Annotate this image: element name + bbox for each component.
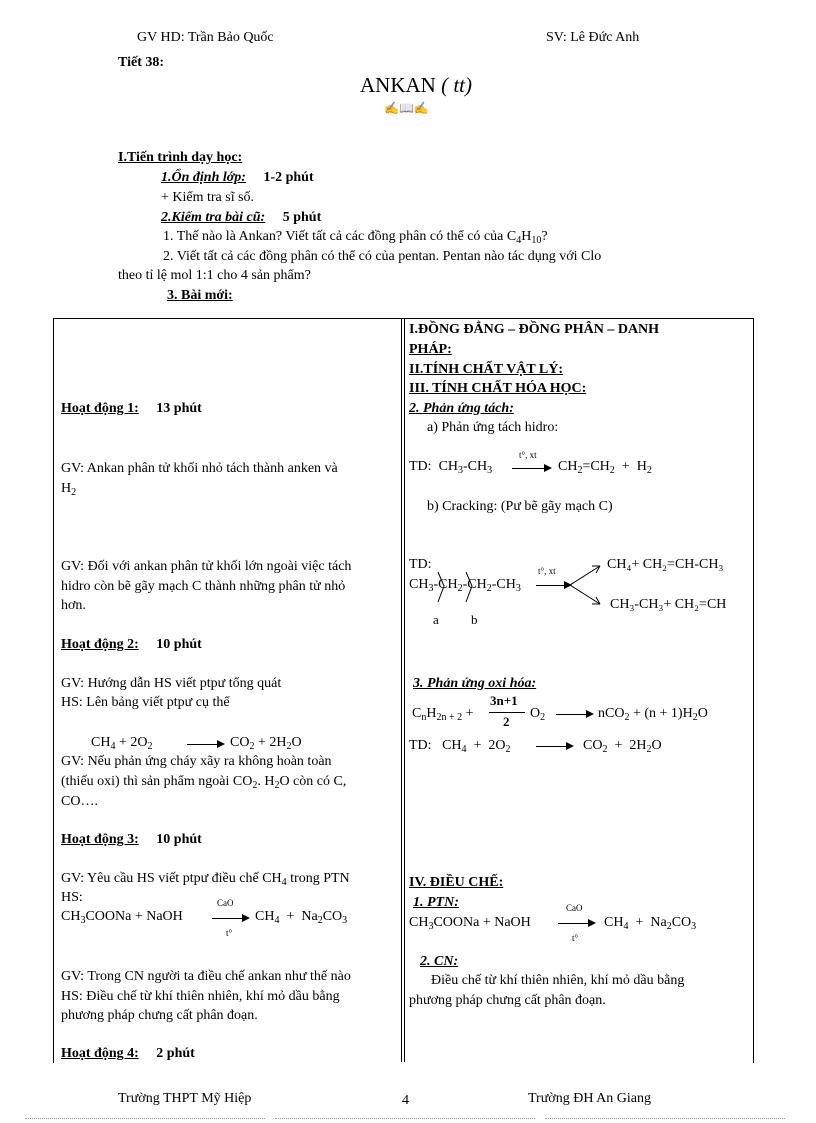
h2-h: H <box>61 481 72 496</box>
crack-td: TD: <box>409 557 432 572</box>
td-label-1: TD: <box>409 459 432 474</box>
dehydro-arrow <box>512 468 550 469</box>
hs-note-3: HS: Lên bảng viết ptpư cụ thể <box>61 695 230 710</box>
crack-label-a: a <box>433 612 439 627</box>
td-label-3: TD: <box>409 738 432 753</box>
step-3-label: 3. Bài mới: <box>167 288 233 303</box>
activity-2-time: 10 phút <box>156 637 202 652</box>
gv5-sub: 4 <box>281 877 287 888</box>
ox-frac-line <box>489 712 525 713</box>
page-number: 4 <box>402 1093 409 1108</box>
gv-note-4-line-3: CO…. <box>61 794 98 809</box>
gv-note-1-line-2 <box>61 481 76 498</box>
h2-sub: 2 <box>71 487 77 498</box>
activity-4-label: Hoạt động 4: <box>61 1046 139 1061</box>
gv-note-3: GV: Hướng dẫn HS viết ptpư tổng quát <box>61 676 282 691</box>
crack-branch <box>570 560 610 610</box>
o2-sub: 2 <box>147 741 153 752</box>
ox-frac-bot: 2 <box>503 714 510 729</box>
ptn-eq-right-2: $CH_4 + Na_2CO_3$ <box>604 915 697 932</box>
activity-4-time: 2 phút <box>156 1046 195 1061</box>
page-title-main: ANKAN <box>360 73 436 97</box>
section-2: II.TÍNH CHẤT VẬT LÝ: <box>409 362 564 377</box>
activity-2-label: Hoạt động 2: <box>61 637 139 652</box>
section-4: IV. ĐIỀU CHẾ: <box>409 875 504 890</box>
lesson-number: Tiết 38: <box>118 55 165 70</box>
ptn-arrow-1 <box>212 918 248 919</box>
h2o-o: O <box>291 735 302 750</box>
step-1-label: 1.Ổn định lớp: <box>161 170 246 185</box>
ptn-cond-t-2: t° <box>572 933 579 943</box>
page-title-suffix: ( tt) <box>441 73 472 97</box>
student-name: SV: Lê Đức Anh <box>546 30 640 45</box>
gv-note-2-line-1: GV: Đối với ankan phân tử khối lớn ngoài việc tách <box>61 559 352 574</box>
question-1 <box>163 229 548 246</box>
crack-product-2: CH₃-CH₃+ CH₂=CH <box>610 597 727 612</box>
section-1-line-1: I.ĐỒNG ĐẲNG – ĐỒNG PHÂN – DANH <box>409 322 660 337</box>
gv-note-4-line-1: GV: Nếu phản ứng cháy xãy ra không hoàn toàn <box>61 754 332 769</box>
step-2-time: 5 phút <box>282 210 322 225</box>
ox-example-arrow <box>536 746 572 747</box>
o2-o: + 2O <box>115 735 148 750</box>
activity-3 <box>61 832 202 849</box>
ch4-sub: 4 <box>110 741 116 752</box>
ptn-cond-t-1: t° <box>226 928 233 938</box>
combustion-arrow <box>187 744 223 745</box>
ox-example-left: TD: $CH_4 + 2O_2$ <box>409 738 511 755</box>
question-1-h: H <box>521 229 532 244</box>
question-1-text: 1. Thế nào là Ankan? Viết tất cả các đồng phân có thể có của C <box>163 229 517 244</box>
sub-2a: a) Phản ứng tách hidro: <box>427 420 559 435</box>
dehydro-product: $CH_2=CH_2 + H_2$ <box>558 459 652 476</box>
activity-3-label: Hoạt động 3: <box>61 832 139 847</box>
sub-4-2: 2. CN: <box>420 954 459 969</box>
footer-left: Trường THPT Mỹ Hiệp <box>118 1091 252 1106</box>
activity-3-time: 10 phút <box>156 832 202 847</box>
sub-2-title: 2. Phản ứng tách: <box>409 401 514 416</box>
footer-dots-mid <box>275 1118 535 1119</box>
hs-note-6-line-2: phương pháp chưng cất phân đoạn. <box>61 1008 258 1023</box>
activity-2 <box>61 637 202 654</box>
ox-arrow <box>556 714 592 715</box>
ox-general-right: $nCO_2 + (n + 1)H_2O$ <box>598 706 708 723</box>
activity-1 <box>61 401 202 418</box>
dehydro-cond: t°, xt <box>519 450 537 460</box>
teacher-name: GV HD: Trần Bảo Quốc <box>137 30 274 45</box>
section-1-line-2: PHÁP: <box>409 342 452 357</box>
gv-note-2-line-3: hơn. <box>61 598 86 613</box>
question-1-sub2: 10 <box>531 235 542 246</box>
gv4-c: O còn có C, <box>279 774 347 789</box>
gv4-a: (thiếu oxi) thì sản phẩm ngoài CO <box>61 774 253 789</box>
crack-reactant: $CH_3-CH_2-CH_2-CH_3$ <box>409 577 521 594</box>
h2o-sub: 2 <box>286 741 292 752</box>
activity-1-label: Hoạt động 1: <box>61 401 139 416</box>
footer-dots-right <box>545 1118 785 1119</box>
gv5-b: trong PTN <box>286 871 350 886</box>
sub-2b: b) Cracking: (Pư bẽ gãy mạch C) <box>427 499 613 514</box>
question-1-end: ? <box>541 229 548 244</box>
page-title <box>360 73 472 98</box>
gv-note-1-line-1: GV: Ankan phân tử khối nhỏ tách thành anken và <box>61 461 338 476</box>
cn-line-2: phương pháp chưng cất phân đoạn. <box>409 993 606 1008</box>
ptn-cond-cao-2: CaO <box>566 903 583 913</box>
co2-co: CO <box>230 735 250 750</box>
crack-label-b: b <box>471 612 478 627</box>
activity-4 <box>61 1046 195 1063</box>
crack-cond: t°, xt <box>538 566 556 576</box>
section-process: I.Tiến trình dạy học: <box>118 150 243 165</box>
dehydro-example: TD: $CH_3-CH_3$ <box>409 459 493 476</box>
sub-4-1: 1. PTN: <box>413 895 459 910</box>
combustion-eq-right <box>230 735 302 752</box>
hs-note-5: HS: <box>61 890 83 905</box>
ox-example-right: $CO_2 + 2H_2O$ <box>583 738 662 755</box>
step-1-time: 1-2 phút <box>263 170 314 185</box>
ox-general-left: $C_nH_{2n + 2}$ + <box>412 706 474 723</box>
gv-note-5 <box>61 871 350 888</box>
ptn-arrow-2 <box>558 923 594 924</box>
h2o-h: + 2H <box>254 735 287 750</box>
gv-note-6: GV: Trong CN người ta điều chế ankan như thế nào <box>61 969 351 984</box>
combustion-eq-left <box>91 735 152 752</box>
step-2-label: 2.Kiểm tra bài cũ: <box>161 210 266 225</box>
section-3: III. TÍNH CHẤT HÓA HỌC: <box>409 381 587 396</box>
ptn-eq-left-1: $CH_3COONa$ + NaOH <box>61 909 183 926</box>
ptn-cond-cao-1: CaO <box>217 898 234 908</box>
hs-note-6-line-1: HS: Điều chế từ khí thiên nhiên, khí mỏ dầu bằng <box>61 989 340 1004</box>
step-1-item: + Kiểm tra sĩ số. <box>161 190 255 205</box>
ch4-c: CH <box>91 735 111 750</box>
question-2-line-1: 2. Viết tất cả các đồng phân có thể có của pentan. Pentan nào tác dụng với Clo <box>163 249 602 264</box>
footer-right: Trường ĐH An Giang <box>528 1091 651 1106</box>
question-2-line-2: theo tỉ lệ mol 1:1 cho 4 sản phẩm? <box>118 268 311 283</box>
step-1 <box>161 170 314 187</box>
table-divider-2 <box>404 318 405 1062</box>
title-ornament: ✍📖✍ <box>384 101 429 115</box>
ox-frac-top: 3n+1 <box>490 693 518 708</box>
cn-line-1: Điều chế từ khí thiên nhiên, khí mỏ dầu bằng <box>431 973 685 988</box>
gv-note-4-line-2 <box>61 774 346 791</box>
gv4-b: . H <box>257 774 275 789</box>
co2-sub: 2 <box>249 741 255 752</box>
ptn-eq-right-1: $CH_4 + Na_2CO_3$ <box>255 909 348 926</box>
footer-dots-left <box>25 1118 265 1119</box>
gv5-a: GV: Yêu cầu HS viết ptpư điều chế CH <box>61 871 282 886</box>
activity-1-time: 13 phút <box>156 401 202 416</box>
ox-o2: $O_2$ <box>530 706 546 723</box>
crack-cut-marks <box>430 566 490 616</box>
sub-3-title: 3. Phản ứng oxi hóa: <box>413 676 537 691</box>
question-1-sub: 4 <box>516 235 522 246</box>
crack-arrow <box>536 585 570 586</box>
step-2 <box>161 210 321 227</box>
gv-note-2-line-2: hidro còn bẽ gãy mạch C thành những phân tử nhỏ <box>61 579 346 594</box>
ptn-eq-left-2: $CH_3COONa$ + NaOH <box>409 915 531 932</box>
gv4-sub2: 2 <box>274 780 280 791</box>
crack-product-1: CH₄+ CH₂=CH-CH₃ <box>607 557 724 572</box>
gv4-sub: 2 <box>252 780 258 791</box>
table-divider <box>401 318 402 1062</box>
